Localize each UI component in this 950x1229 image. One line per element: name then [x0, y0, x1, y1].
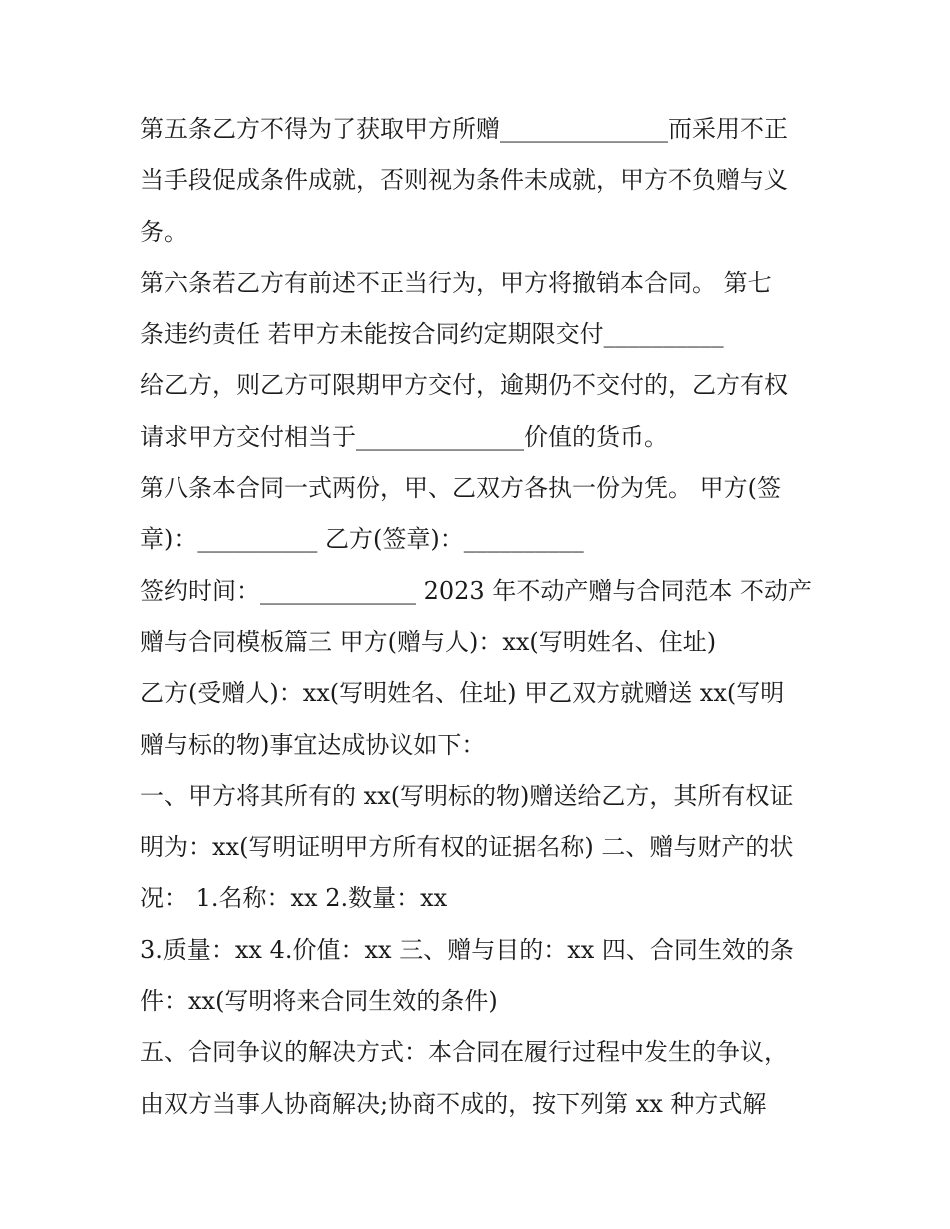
text-line: 给乙方，则乙方可限期甲方交付，逾期仍不交付的，乙方有权 [140, 371, 788, 400]
text-line: 请求甲方交付相当于______________价值的货币。 [140, 422, 668, 451]
text-line: 第八条本合同一式两份，甲、乙双方各执一份为凭。 甲方(签 [140, 474, 781, 503]
text-line: 当手段促成条件成就，否则视为条件未成就，甲方不负赠与义 [140, 166, 788, 195]
text-line: 况： 1.名称：xx 2.数量：xx [140, 884, 448, 913]
document-body [140, 104, 820, 1130]
text-line: 赠与标的物)事宜达成协议如下： [140, 730, 486, 759]
text-line: 明为：xx(写明证明甲方所有权的证据名称) 二、赠与财产的状 [140, 833, 794, 862]
text-line: 乙方(受赠人)：xx(写明姓名、住址) 甲乙双方就赠送 xx(写明 [140, 679, 785, 708]
text-line: 一、甲方将其所有的 xx(写明标的物)赠送给乙方，其所有权证 [140, 781, 794, 810]
text-line: 由双方当事人协商解决;协商不成的，按下列第 xx 种方式解 [140, 1089, 767, 1118]
text-line: 条违约责任 若甲方未能按合同约定期限交付__________ [140, 320, 724, 349]
text-line: 第六条若乙方有前述不正当行为，甲方将撤销本合同。 第七 [140, 268, 772, 297]
text-line: 务。 [140, 217, 188, 246]
text-line: 章)：__________ 乙方(签章)：__________ [140, 525, 584, 554]
text-line: 第五条乙方不得为了获取甲方所赠______________而采用不正 [140, 115, 788, 143]
text-line: 3.质量：xx 4.价值：xx 三、赠与目的：xx 四、合同生效的条 [140, 935, 794, 964]
text-line: 件：xx(写明将来合同生效的条件) [140, 987, 498, 1016]
text-line: 赠与合同模板篇三 甲方(赠与人)：xx(写明姓名、住址) [140, 627, 717, 656]
text-line: 签约时间：_____________ 2023 年不动产赠与合同范本 不动产 [140, 576, 812, 605]
text-line: 五、合同争议的解决方式：本合同在履行过程中发生的争议， [140, 1038, 788, 1067]
